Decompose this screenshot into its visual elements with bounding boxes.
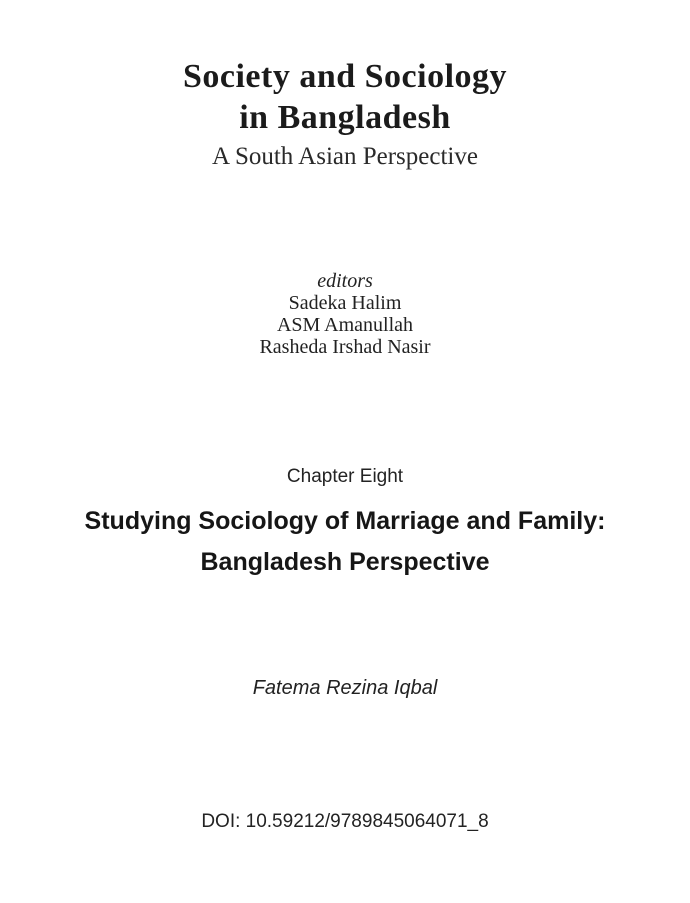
editor-name: Sadeka Halim — [288, 292, 402, 314]
editors-block — [0, 270, 690, 358]
chapter-title-line-2: Bangladesh Perspective — [200, 548, 490, 576]
doi-text: DOI: 10.59212/9789845064071_8 — [201, 811, 489, 832]
editor-name: ASM Amanullah — [276, 314, 414, 336]
author-name: Fatema Rezina Iqbal — [252, 677, 438, 699]
book-subtitle: A South Asian Perspective — [212, 143, 478, 170]
book-title-line-2: in Bangladesh — [239, 99, 451, 136]
book-title-block — [0, 56, 690, 172]
chapter-title — [0, 501, 690, 583]
book-title-line-1: Society and Sociology — [182, 58, 508, 95]
editor-name: Rasheda Irshad Nasir — [259, 336, 431, 358]
editors-label: editors — [317, 270, 373, 292]
book-title — [0, 56, 690, 138]
chapter-title-line-1: Studying Sociology of Marriage and Family: — [84, 507, 606, 535]
chapter-number-label: Chapter Eight — [286, 466, 404, 487]
chapter-block — [0, 466, 690, 583]
